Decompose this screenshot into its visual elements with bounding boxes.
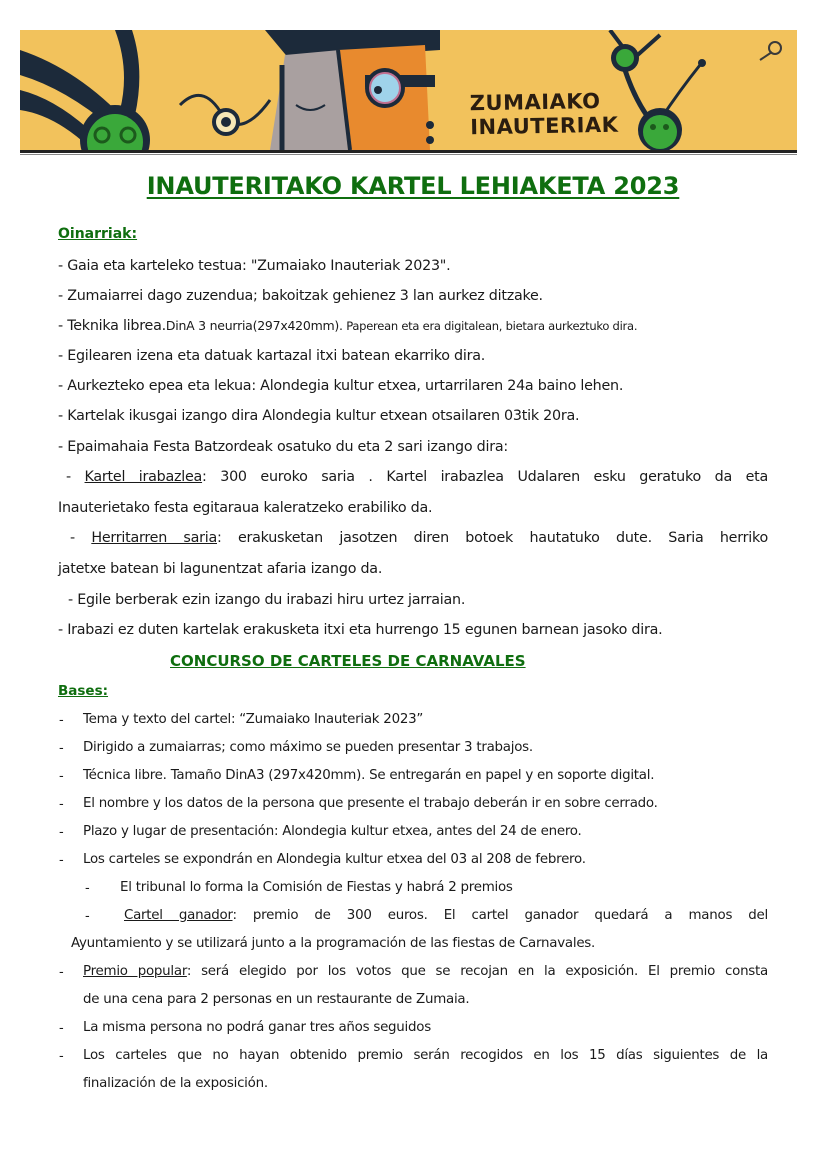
spanish-item-audience: Dirigido a zumaiarras; como máximo se pueden presentar 3 trabajos. xyxy=(83,740,533,755)
basque-line-deadline: - Aurkezteko epea eta lekua: Alondegia kultur etxea, urtarrilaren 24a baino lehen. xyxy=(58,378,624,394)
basque-line-collect: - Irabazi ez duten kartelak erakusketa itxi eta hurrengo 15 egunen barnean jasoko dira. xyxy=(58,622,663,638)
bullet-dash: - xyxy=(59,825,64,840)
spanish-item-technique: Técnica libre. Tamaño DinA3 (297x420mm). Se entregarán en papel y en soporte digital. xyxy=(83,768,655,783)
spanish-item-theme: Tema y texto del cartel: “Zumaiako Inauteriak 2023” xyxy=(83,712,424,727)
basque-line-audience: - Zumaiarrei dago zuzendua; bakoitzak gehienez 3 lan aurkez ditzake. xyxy=(58,288,543,304)
basque-prize1-label: Kartel irabazlea xyxy=(84,469,203,485)
banner-artwork xyxy=(20,30,797,150)
basque-prize1 xyxy=(58,469,768,485)
bullet-dash: - xyxy=(59,853,64,868)
bullet-dash: - xyxy=(59,1021,64,1036)
basque-prize1-text: : 300 euroko saria . Kartel irabazlea Udalaren esku geratuko da eta xyxy=(202,469,768,485)
spanish-item-collect-cont: finalización de la exposición. xyxy=(83,1076,268,1091)
banner-divider xyxy=(20,150,797,153)
banner-divider-thin xyxy=(20,154,797,155)
basque-prize2 xyxy=(58,530,768,546)
spanish-prize2-label: Premio popular xyxy=(83,964,187,979)
basque-line-exhibition: - Kartelak ikusgai izango dira Alondegia kultur etxean otsailaren 03tik 20ra. xyxy=(58,408,580,424)
basque-heading: Oinarriak: xyxy=(58,226,138,242)
spanish-prize2-text: : será elegido por los votos que se recojan en la exposición. El premio consta xyxy=(186,964,768,979)
banner-logo-text xyxy=(470,89,619,140)
spanish-title: CONCURSO DE CARTELES DE CARNAVALES xyxy=(170,652,526,670)
page-title: INAUTERITAKO KARTEL LEHIAKETA 2023 xyxy=(146,172,680,200)
basque-technique-format: Paperean eta era digitalean, bietara aurkeztuko dira. xyxy=(342,319,638,333)
basque-prize2-cont: jatetxe batean bi lagunentzat afaria izango da. xyxy=(58,561,383,577)
basque-line-repeat: - Egile berberak ezin izango du irabazi hiru urtez jarraian. xyxy=(68,592,466,608)
basque-prize2-label: Herritarren saria xyxy=(91,530,217,546)
spanish-item-collect: Los carteles que no hayan obtenido premio serán recogidos en los 15 días siguientes de la xyxy=(83,1048,768,1063)
basque-prize1-cont: Inauterietako festa egitaraua kaleratzeko erabiliko da. xyxy=(58,500,433,516)
bullet-dash: - xyxy=(59,965,64,980)
spanish-item-envelope: El nombre y los datos de la persona que presente el trabajo deberán ir en sobre cerrado. xyxy=(83,796,658,811)
basque-line-jury: - Epaimahaia Festa Batzordeak osatuko du eta 2 sari izango dira: xyxy=(58,439,508,455)
bullet-dash: - xyxy=(59,741,64,756)
basque-line-technique xyxy=(58,318,637,334)
spanish-item-deadline: Plazo y lugar de presentación: Alondegia kultur etxea, antes del 24 de enero. xyxy=(83,824,582,839)
bullet-dash: - xyxy=(59,713,64,728)
spanish-prize2 xyxy=(83,964,768,979)
spanish-item-repeat: La misma persona no podrá ganar tres años seguidos xyxy=(83,1020,431,1035)
bullet-dash: - xyxy=(85,909,90,924)
spanish-item-tribunal: El tribunal lo forma la Comisión de Fiestas y habrá 2 premios xyxy=(120,880,513,895)
bullet-dash: - xyxy=(85,881,90,896)
bullet-dash: - xyxy=(59,1049,64,1064)
basque-prize2-text: : erakusketan jasotzen diren botoek hautatuko dute. Saria herriko xyxy=(216,530,768,546)
dash: - xyxy=(70,530,92,546)
basque-technique-size: DinA 3 neurria(297x420mm). xyxy=(165,318,343,333)
banner-logo-line2: INAUTERIAK xyxy=(470,112,619,140)
bullet-dash: - xyxy=(59,769,64,784)
basque-line-theme: - Gaia eta karteleko testua: "Zumaiako Inauteriak 2023". xyxy=(58,258,451,274)
spanish-prize1-cont: Ayuntamiento y se utilizará junto a la programación de las fiestas de Carnavales. xyxy=(71,936,596,951)
spanish-prize1-label: Cartel ganador xyxy=(124,908,233,923)
banner-image xyxy=(20,30,797,150)
spanish-prize1-text: : premio de 300 euros. El cartel ganador quedará a manos del xyxy=(232,908,769,923)
bullet-dash: - xyxy=(59,797,64,812)
banner-logo-line1: ZUMAIAKO xyxy=(469,89,601,116)
spanish-heading: Bases: xyxy=(58,683,109,699)
spanish-prize1 xyxy=(124,908,768,923)
basque-line-envelope: - Egilearen izena eta datuak kartazal itxi batean ekarriko dira. xyxy=(58,348,486,364)
dash: - xyxy=(66,469,85,485)
spanish-prize2-cont: de una cena para 2 personas en un restaurante de Zumaia. xyxy=(83,992,470,1007)
basque-technique-label: - Teknika librea. xyxy=(58,318,166,334)
spanish-item-exhibition: Los carteles se expondrán en Alondegia kultur etxea del 03 al 208 de febrero. xyxy=(83,852,586,867)
